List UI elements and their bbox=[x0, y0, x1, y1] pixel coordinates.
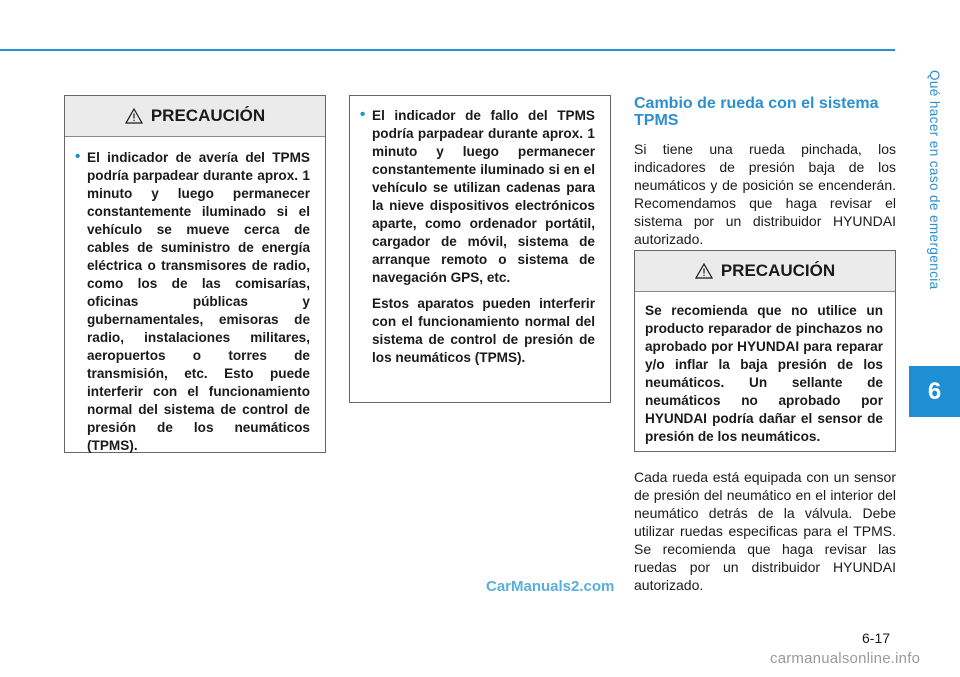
intro-paragraph: Si tiene una rueda pinchada, los indicadores de presión baja de los neumáticos y de posición se encenderán. Recomendamos que haga revisar el sistema por un distribuidor HYUNDAI autorizado. bbox=[634, 141, 896, 247]
chapter-tab[interactable]: 6 bbox=[909, 366, 960, 417]
caution-header bbox=[65, 96, 325, 137]
caution-text: Se recomienda que no utilice un producto reparador de pinchazos no aprobado por HYUNDAI para reparar y/o inflar la baja presión de los neumáticos. Un sellante de neumáticos no aprobado por HYUNDAI podría dañar el sensor de presión de los neumáticos. bbox=[645, 303, 883, 444]
caution-box-left bbox=[64, 95, 326, 453]
list-item bbox=[75, 148, 310, 455]
section-title-vertical: Qué hacer en caso de emergencia bbox=[927, 70, 942, 290]
caution-text: El indicador de fallo del TPMS podría parpadear durante aprox. 1 minuto y luego permanecer constantemente iluminado si en el vehículo se utilizan cadenas para la nieve dispositivos electrónicos aparte, como ordenador portátil, cargador de móvil, sistema de arranque remoto o sistema de navegación GPS, etc. bbox=[372, 108, 595, 285]
caution-header bbox=[635, 251, 895, 292]
bullet-dot-icon: • bbox=[360, 106, 366, 123]
caution-body bbox=[635, 292, 895, 454]
caution-text: El indicador de avería del TPMS podría parpadear durante aprox. 1 minuto y luego permanecer constantemente iluminado si el vehículo se mueve cerca de cables de suministro de energía eléctrica o transmisores de radio, como los de las comisarías, oficinas públicas y gubernamentales, emisoras de radio, instalaciones militares, aeropuertos o torres de transmisión, etc. Esto puede interferir con el funcionamiento normal del sistema de control de presión de los neumáticos (TPMS). bbox=[87, 150, 310, 453]
warning-triangle-icon bbox=[125, 108, 143, 124]
page-number: 6-17 bbox=[862, 630, 891, 646]
caution-text: Estos aparatos pueden interferir con el funcionamiento normal del sistema de control de presión de los neumáticos (TPMS). bbox=[372, 296, 595, 365]
caution-heading: PRECAUCIÓN bbox=[720, 261, 836, 280]
list-item bbox=[360, 106, 595, 367]
caution-body bbox=[350, 96, 610, 377]
footer-watermark[interactable]: carmanualsonline.info bbox=[770, 650, 921, 667]
caution-heading: PRECAUCIÓN bbox=[150, 106, 266, 125]
caution-box-middle bbox=[349, 95, 611, 403]
caution-body bbox=[65, 137, 325, 465]
outro-paragraph: Cada rueda está equipada con un sensor de presión del neumático en el interior del neumático detrás de la válvula. Debe utilizar ruedas especificas para el TPMS. Se recomienda que haga revisar las ruedas por un distribuidor HYUNDAI autorizado. bbox=[634, 469, 896, 593]
section-heading: Cambio de rueda con el sistema TPMS bbox=[634, 95, 879, 129]
header-rule bbox=[0, 49, 895, 51]
warning-triangle-icon bbox=[695, 263, 713, 279]
watermark[interactable]: CarManuals2.com bbox=[486, 578, 615, 595]
bullet-dot-icon: • bbox=[75, 148, 81, 165]
caution-box-right bbox=[634, 250, 896, 452]
